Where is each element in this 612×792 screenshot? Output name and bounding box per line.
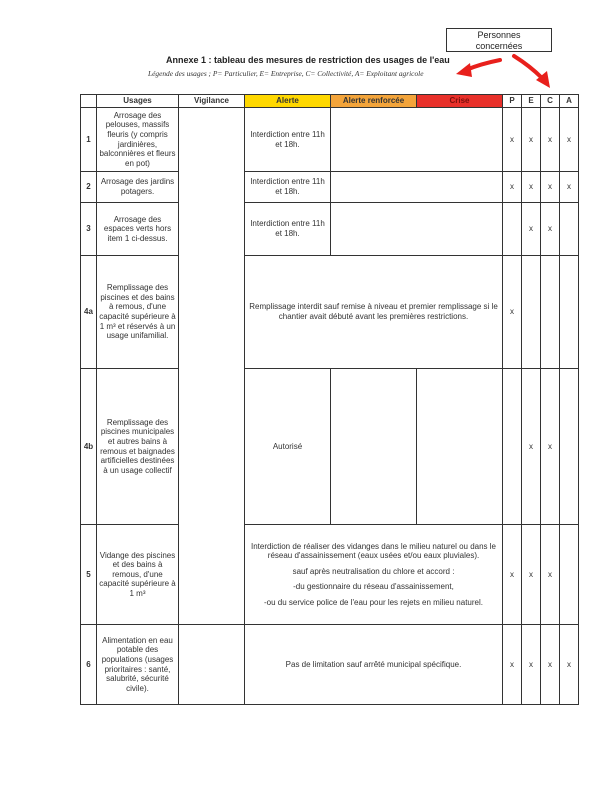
row-number: 1 <box>81 108 97 172</box>
a-cell: x <box>560 625 579 705</box>
renforcee-cell <box>331 369 417 525</box>
crise-cell <box>417 369 503 525</box>
renforcee-crise-cell <box>331 172 503 203</box>
usage-cell: Vidange des piscines et des bains à remous, d'une capacité supérieure à 1 m³ <box>97 525 179 625</box>
e-cell: x <box>522 108 541 172</box>
header-a: A <box>560 95 579 108</box>
a-cell <box>560 369 579 525</box>
renforcee-crise-cell <box>331 108 503 172</box>
arrow-to-legend-icon <box>456 60 500 77</box>
header-alerte-renforcee: Alerte renforcée <box>331 95 417 108</box>
c-cell: x <box>541 108 560 172</box>
a-cell <box>560 256 579 369</box>
persons-callout-box <box>446 28 552 52</box>
c-cell: x <box>541 369 560 525</box>
usage-cell: Remplissage des piscines et des bains à remous, d'une capacité supérieure à 1 m³ et réservés à un usage unifamilial. <box>97 256 179 369</box>
usage-cell: Alimentation en eau potable des populations (usages prioritaires : santé, salubrité, sécurité civile). <box>97 625 179 705</box>
table-row <box>81 256 579 369</box>
usage-cell: Arrosage des pelouses, massifs fleuris (y compris jardinières, balconnières et fleurs en pot) <box>97 108 179 172</box>
measure-cell: Pas de limitation sauf arrêté municipal spécifique. <box>245 625 503 705</box>
table-row <box>81 369 579 525</box>
row-number: 6 <box>81 625 97 705</box>
c-cell: x <box>541 625 560 705</box>
e-cell: x <box>522 625 541 705</box>
alerte-cell: Interdiction entre 11h et 18h. <box>245 108 331 172</box>
arrow-to-columns-icon <box>514 56 550 88</box>
measure-line: Interdiction de réaliser des vidanges dans le milieu naturel ou dans le réseau d'assainissement (eaux usées et/ou eaux pluviales). <box>250 541 497 561</box>
p-cell <box>503 369 522 525</box>
row-number: 3 <box>81 203 97 256</box>
header-row <box>81 95 579 108</box>
table-row <box>81 108 579 172</box>
header-c: C <box>541 95 560 108</box>
vigilance-cell <box>179 625 245 705</box>
a-cell <box>560 203 579 256</box>
c-cell: x <box>541 172 560 203</box>
e-cell: x <box>522 369 541 525</box>
table-row <box>81 625 579 705</box>
row-number: 4b <box>81 369 97 525</box>
measure-line: sauf après neutralisation du chlore et accord : <box>292 566 455 576</box>
table-row <box>81 203 579 256</box>
vigilance-cell <box>179 108 245 625</box>
p-cell: x <box>503 525 522 625</box>
p-cell: x <box>503 172 522 203</box>
header-p: P <box>503 95 522 108</box>
e-cell: x <box>522 203 541 256</box>
a-cell: x <box>560 108 579 172</box>
table-row <box>81 172 579 203</box>
table-row <box>81 525 579 625</box>
measure-line: -du gestionnaire du réseau d'assainissement, <box>293 582 454 592</box>
usage-legend: Légende des usages ; P= Particulier, E= Entreprise, C= Collectivité, A= Exploitant agricole <box>148 69 424 78</box>
restriction-table <box>80 94 579 705</box>
alerte-cell: Autorisé <box>245 369 331 525</box>
a-cell: x <box>560 172 579 203</box>
callout-line-2: concernées <box>475 41 523 51</box>
annex-title: Annexe 1 : tableau des mesures de restriction des usages de l'eau <box>166 55 450 65</box>
c-cell <box>541 256 560 369</box>
alerte-cell: Interdiction entre 11h et 18h. <box>245 203 331 256</box>
row-number: 2 <box>81 172 97 203</box>
measure-cell: Remplissage interdit sauf remise à niveau et premier remplissage si le chantier avait débuté avant les premières restrictions. <box>245 256 503 369</box>
usage-cell: Remplissage des piscines municipales et autres bains à remous et baignades artificielles destinées à un usage collectif <box>97 369 179 525</box>
p-cell: x <box>503 625 522 705</box>
header-crise: Crise <box>417 95 503 108</box>
p-cell: x <box>503 256 522 369</box>
c-cell: x <box>541 525 560 625</box>
row-number: 4a <box>81 256 97 369</box>
e-cell: x <box>522 525 541 625</box>
e-cell: x <box>522 172 541 203</box>
p-cell <box>503 203 522 256</box>
e-cell <box>522 256 541 369</box>
header-e: E <box>522 95 541 108</box>
header-vigilance: Vigilance <box>179 95 245 108</box>
usage-cell: Arrosage des jardins potagers. <box>97 172 179 203</box>
p-cell: x <box>503 108 522 172</box>
alerte-cell: Interdiction entre 11h et 18h. <box>245 172 331 203</box>
measure-cell <box>245 525 503 625</box>
renforcee-crise-cell <box>331 203 503 256</box>
usage-cell: Arrosage des espaces verts hors item 1 ci-dessus. <box>97 203 179 256</box>
header-num <box>81 95 97 108</box>
measure-line: -ou du service police de l'eau pour les rejets en milieu naturel. <box>264 597 483 607</box>
header-usages: Usages <box>97 95 179 108</box>
header-alerte: Alerte <box>245 95 331 108</box>
callout-line-1: Personnes <box>477 30 521 40</box>
row-number: 5 <box>81 525 97 625</box>
c-cell: x <box>541 203 560 256</box>
a-cell <box>560 525 579 625</box>
